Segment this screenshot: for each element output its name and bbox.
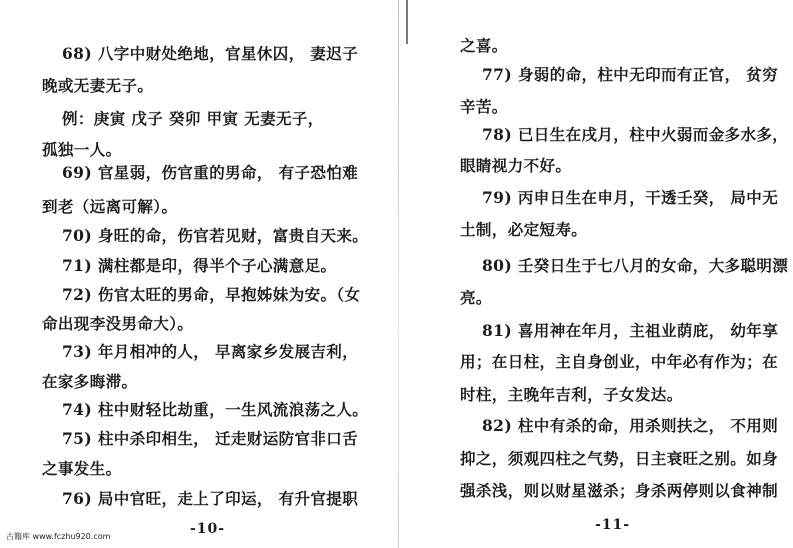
text-line: 70) 身旺的命，伤官若见财，富贵自天来。 [62, 226, 369, 245]
text-line: 强杀浅，则以财星滋杀；身杀两停则以食神制 [460, 481, 779, 500]
text-line: 抑之，须观四柱之气势，日主衰旺之别。如身 [460, 449, 779, 468]
page-gutter [398, 0, 399, 548]
text-line: 眼睛视力不好。 [460, 156, 572, 175]
page-number: -11- [595, 517, 631, 533]
text-line: 72) 伤官太旺的男命，早抱姊妹为安。（女 [62, 285, 361, 304]
text-line: 73) 年月相冲的人， 早离家乡发展吉利， [62, 342, 359, 361]
text-line: 80) 壬癸日生于七八月的女命，大多聪明漂 [482, 256, 789, 275]
text-line: 在家多晦滞。 [42, 372, 138, 391]
text-line: 用；在日柱，主自身创业，中年必有作为；在 [460, 352, 779, 371]
text-line: 到老（远离可解）。 [42, 197, 178, 216]
text-line: 亮。 [460, 288, 492, 307]
text-line: 76) 局中官旺，走上了印运， 有升官提职 [62, 489, 359, 508]
text-line: 78) 已日生在戌月，柱中火弱而金多水多， [482, 125, 789, 144]
text-line: 之喜。 [460, 36, 508, 55]
text-line: 74) 柱中财轻比劫重，一生风流浪荡之人。 [62, 400, 369, 419]
text-line: 82) 柱中有杀的命，用杀则扶之， 不用则 [482, 416, 779, 435]
text-line: 68) 八字中财处绝地，官星休囚， 妻迟子 [62, 44, 359, 63]
text-line: 之事发生。 [42, 459, 122, 478]
left-page [0, 0, 396, 548]
text-line: 79) 丙申日生在申月，干透壬癸， 局中无 [482, 188, 779, 207]
text-line: 晚或无妻无子。 [42, 76, 154, 95]
text-line: 命出现李没男命大）。 [42, 314, 194, 333]
text-line: 77) 身弱的命，柱中无印而有正官， 贫穷 [482, 65, 779, 84]
footer-watermark: 古籍库 www.fczhu920.com [6, 532, 111, 541]
text-line: 例：庚寅 戊子 癸卯 甲寅 无妻无子， [62, 109, 324, 128]
text-line: 75) 柱中杀印相生， 迁走财运防官非口舌 [62, 429, 359, 448]
page-number: -10- [190, 521, 226, 537]
text-line: 土制，必定短寿。 [460, 220, 588, 239]
text-line: 时柱，主晚年吉利，子女发达。 [460, 385, 683, 404]
text-line: 孤独一人。 [42, 140, 122, 159]
text-line: 71) 满柱都是印，得半个子心满意足。 [62, 256, 337, 275]
right-page [400, 0, 793, 548]
text-line: 81) 喜用神在年月，主祖业荫庇， 幼年享 [482, 321, 779, 340]
text-line: 辛苦。 [460, 97, 508, 116]
text-line: 69) 官星弱，伤官重的男命， 有子恐怕难 [62, 163, 359, 182]
